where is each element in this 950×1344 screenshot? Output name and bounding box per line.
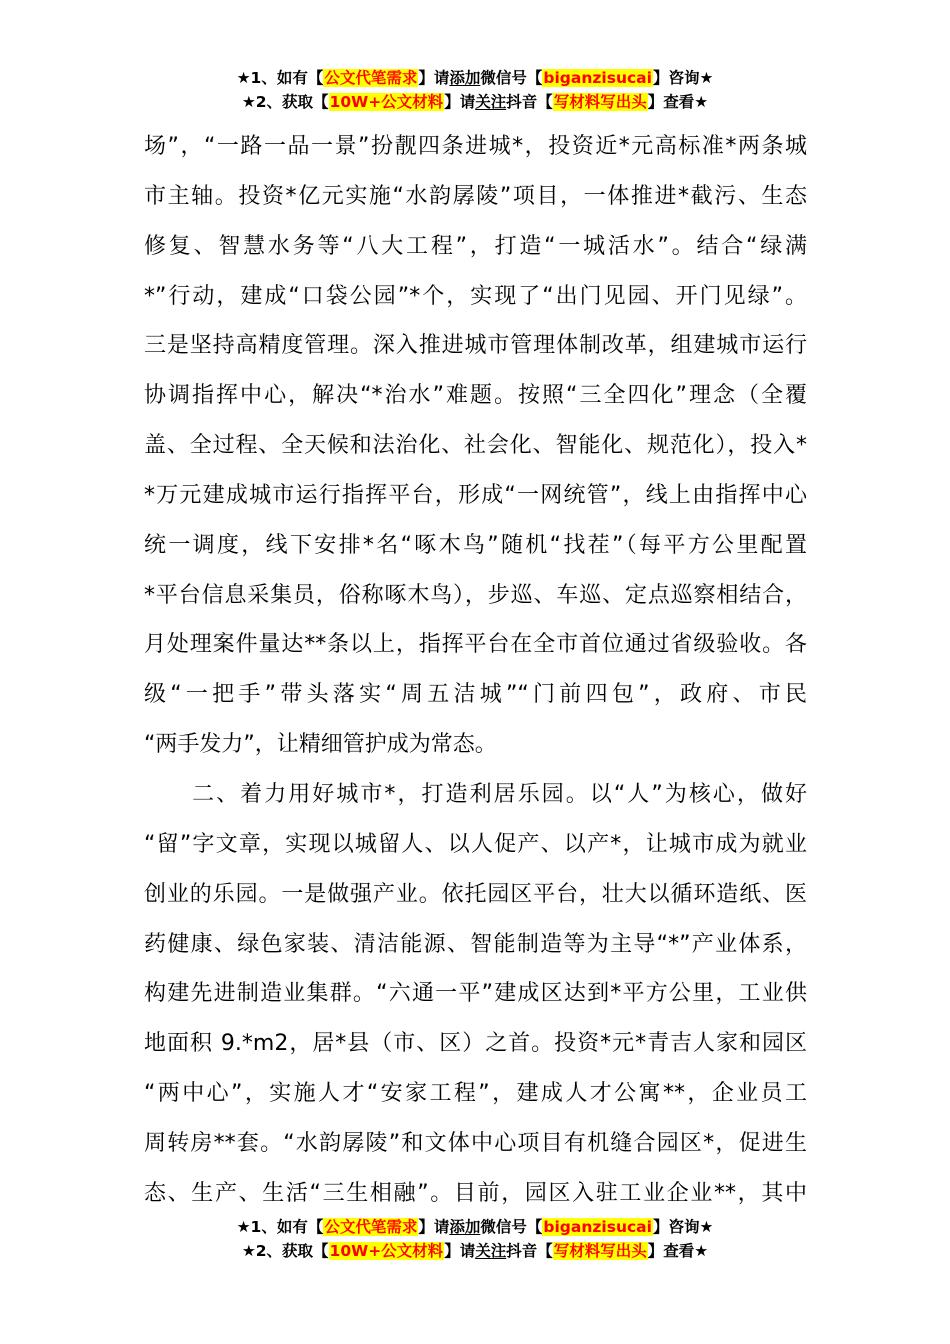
body-line: 级“一把手”带头落实“周五洁城”“门前四包”，政府、市民 [144,682,807,708]
highlight-douyin-account: 写材料写出头 [553,1242,647,1260]
underlined-add: 添加 [449,69,481,87]
banner-text: 】查看★ [647,93,709,111]
body-line: 月处理案件量达**条以上，指挥平台在全市首位通过省级验收。各 [144,632,807,658]
body-line: “两手发力”，让精细管护成为常态。 [144,732,497,758]
body-line: “留”字文章，实现以城留人、以人促产、以产*，让城市成为就业 [144,831,807,857]
banner-text: 】咨询★ [652,69,714,87]
banner-text: 】请 [444,93,476,111]
body-line: 地面积 9.*m2，居*县（市、区）之首。投资*元*青吉人家和园区 [144,1031,807,1057]
banner-text: 2、获取【 [255,1242,329,1260]
body-line: 场”，“一路一品一景”扮靓四条进城*，投资近*元高标准*两条城 [144,134,807,159]
banner-text: 抖音【 [506,1242,553,1260]
highlight-writing-service: 公文代笔需求 [324,1218,418,1236]
banner-line-2 [0,90,950,114]
banner-text: 抖音【 [506,93,553,111]
body-line: *”行动，建成“口袋公园”*个，实现了“出门见园、开门见绿”。 [144,283,807,309]
body-line: 周转房**套。“水韵孱陵”和文体中心项目有机缝合园区*，促进生 [144,1130,807,1156]
header-banner [0,66,950,114]
banner-text: 】请 [418,1218,450,1236]
body-line: 药健康、绿色家装、清洁能源、智能制造等为主导“*”产业体系， [144,931,807,957]
body-line: 二、着力用好城市*，打造利居乐园。以“人”为核心，做好 [144,781,807,807]
document-body [144,122,807,1219]
body-line: 市主轴。投资*亿元实施“水韵孱陵”项目，一体推进*截污、生态 [144,183,807,209]
banner-line-2 [0,1239,950,1263]
banner-text: 】咨询★ [652,1218,714,1236]
banner-text: 1、如有【 [250,69,324,87]
footer-banner [0,1215,950,1263]
body-line: 三是坚持高精度管理。深入推进城市管理体制改革，组建城市运行 [144,333,807,359]
highlight-wechat-id: biganzisucai [543,1218,652,1236]
highlight-writing-service: 公文代笔需求 [324,69,418,87]
highlight-wechat-id: biganzisucai [543,69,652,87]
body-line: “两中心”，实施人才“安家工程”，建成人才公寓**，企业员工 [144,1081,807,1107]
star-icon: ★ [236,69,251,87]
body-line: 盖、全过程、全天候和法治化、社会化、智能化、规范化），投入* [144,433,807,459]
underlined-follow: 关注 [475,93,507,111]
banner-line-1 [0,66,950,90]
body-line: 统一调度，线下安排*名“啄木鸟”随机“找茬”（每平方公里配置 [144,532,807,558]
highlight-materials: 10W+公文材料 [329,93,444,111]
banner-text: 微信号【 [480,1218,543,1236]
star-icon: ★ [241,93,256,111]
body-line: 构建先进制造业集群。“六通一平”建成区达到*平方公里，工业供 [144,981,807,1007]
highlight-materials: 10W+公文材料 [329,1242,444,1260]
body-line: *万元建成城市运行指挥平台，形成“一网统管”，线上由指挥中心 [144,482,807,508]
highlight-douyin-account: 写材料写出头 [553,93,647,111]
body-line: 创业的乐园。一是做强产业。依托园区平台，壮大以循环造纸、医 [144,881,807,907]
body-line: 修复、智慧水务等“八大工程”，打造“一城活水”。结合“绿满 [144,233,807,259]
banner-text: 】查看★ [647,1242,709,1260]
banner-text: 】请 [444,1242,476,1260]
underlined-add: 添加 [449,1218,481,1236]
star-icon: ★ [236,1218,251,1236]
banner-text: 1、如有【 [250,1218,324,1236]
banner-text: 微信号【 [480,69,543,87]
body-line: 协调指挥中心，解决“*治水”难题。按照“三全四化”理念（全覆 [144,383,807,409]
banner-text: 】请 [418,69,450,87]
underlined-follow: 关注 [475,1242,507,1260]
star-icon: ★ [241,1242,256,1260]
body-line: *平台信息采集员，俗称啄木鸟），步巡、车巡、定点巡察相结合， [144,582,807,608]
banner-line-1 [0,1215,950,1239]
banner-text: 2、获取【 [255,93,329,111]
body-line: 态、生产、生活“三生相融”。目前，园区入驻工业企业**，其中 [144,1180,807,1206]
